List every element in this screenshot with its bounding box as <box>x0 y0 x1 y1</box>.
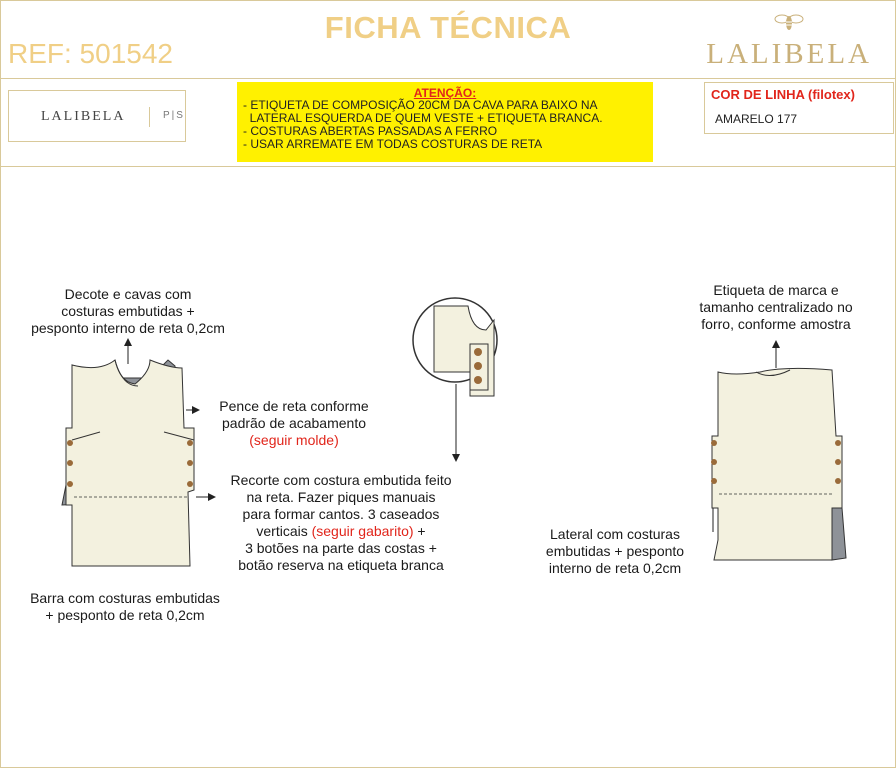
back-garment-drawing <box>711 368 846 560</box>
front-garment-drawing <box>62 360 194 566</box>
cut-note <box>212 472 470 574</box>
neckline-note: Decote e cavas com costuras embutidas + pesponto interno de reta 0,2cm <box>31 286 225 336</box>
cut-note-line3: 3 botões na parte das costas + botão reserva na etiqueta branca <box>238 540 444 573</box>
attention-line: LATERAL ESQUERDA DE QUEM VESTE + ETIQUETA BRANCA. <box>243 111 603 125</box>
attention-line: - ETIQUETA DE COMPOSIÇÃO 20CM DA CAVA PARA BAIXO NA <box>243 98 598 112</box>
dart-note-red: (seguir molde) <box>249 432 339 448</box>
cut-note-line1: Recorte com costura embutida feito na reta. Fazer piques manuais para formar cantos. 3 caseados <box>230 472 452 522</box>
dart-note-text: Pence de reta conforme padrão de acabamento <box>219 398 369 431</box>
dart-note <box>204 398 384 449</box>
hem-note: Barra com costuras embutidas + pesponto de reta 0,2cm <box>30 590 220 623</box>
thread-color-value: AMARELO 177 <box>715 112 798 126</box>
cut-note-line2a: verticais <box>256 523 312 539</box>
attention-line: - COSTURAS ABERTAS PASSADAS A FERRO <box>243 124 498 138</box>
detail-zoom-drawing <box>413 298 497 396</box>
attention-line: - USAR ARREMATE EM TODAS COSTURAS DE RETA <box>243 137 543 151</box>
cut-note-line2c: + <box>413 523 426 539</box>
thread-color-title: COR DE LINHA (filotex) <box>711 87 855 102</box>
reference-number: REF: 501542 <box>8 38 173 69</box>
page-title: FICHA TÉCNICA <box>324 10 572 45</box>
brand-logo: LALIBELA <box>706 38 872 70</box>
label-note: Etiqueta de marca e tamanho centralizado no forro, conforme amostra <box>699 282 853 332</box>
brand-label-mark: P|S <box>163 110 185 121</box>
side-note: Lateral com costuras embutidas + pesponto interno de reta 0,2cm <box>545 526 685 576</box>
attention-title: ATENÇÃO: <box>413 86 477 100</box>
brand-label-name: LALIBELA <box>41 109 126 124</box>
cut-note-line2-red: (seguir gabarito) <box>311 523 414 539</box>
